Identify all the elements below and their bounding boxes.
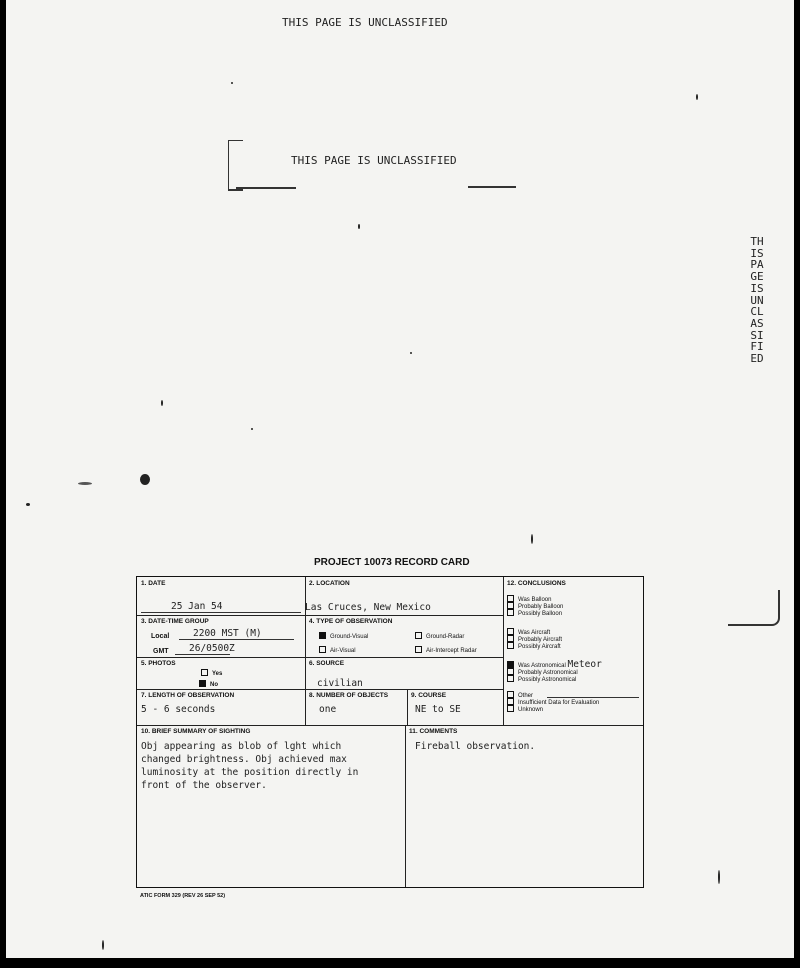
conclusion-option[interactable]: Probably Balloon: [507, 602, 563, 610]
conclusion-option[interactable]: Unknown: [507, 705, 543, 713]
divider: [137, 689, 503, 690]
scan-speck: [251, 428, 253, 430]
vertical-bracket: [728, 590, 780, 626]
checkbox-icon: [201, 669, 208, 676]
summary-line: front of the observer.: [141, 780, 267, 791]
comments-value: Fireball observation.: [415, 741, 536, 752]
scan-speck: [102, 940, 104, 950]
record-card-form: [136, 576, 644, 888]
checkbox-icon: [415, 632, 422, 639]
local-label: Local: [151, 633, 170, 640]
ground-visual-option[interactable]: Ground-Visual: [319, 632, 368, 640]
scan-speck: [410, 352, 412, 354]
checkbox-icon: [507, 675, 514, 682]
scan-speck: [78, 482, 92, 485]
divider: [405, 725, 406, 887]
checkbox-checked-icon: [507, 661, 514, 668]
datetime-group-label: 3. DATE-TIME GROUP: [141, 618, 209, 625]
handwritten-meteor-note: Meteor: [567, 659, 602, 670]
conclusion-option[interactable]: Possibly Aircraft: [507, 642, 561, 650]
scan-speck: [718, 870, 720, 884]
summary-line: luminosity at the position directly in: [141, 767, 359, 778]
number-of-objects-label: 8. NUMBER OF OBJECTS: [309, 692, 389, 699]
banner-bracket-left: [228, 140, 243, 191]
checkbox-icon: [507, 642, 514, 649]
checkbox-icon: [507, 628, 514, 635]
local-time-value: 2200 MST (M): [193, 628, 262, 639]
checkbox-icon: [507, 705, 514, 712]
scan-speck: [358, 224, 360, 229]
scan-speck: [531, 534, 533, 544]
middle-classification-banner: THIS PAGE IS UNCLASSIFIED: [291, 154, 457, 167]
scan-speck: [26, 503, 30, 506]
summary-label: 10. BRIEF SUMMARY OF SIGHTING: [141, 728, 251, 735]
conclusion-option[interactable]: Possibly Astronomical: [507, 675, 576, 683]
course-label: 9. COURSE: [411, 692, 447, 699]
photos-label: 5. PHOTOS: [141, 660, 176, 667]
scan-speck: [696, 94, 698, 100]
checkbox-icon: [507, 609, 514, 616]
banner-bracket-bottom-right: [468, 186, 516, 188]
checkbox-checked-icon: [199, 680, 206, 687]
date-value: 25 Jan 54: [171, 601, 223, 612]
air-visual-option[interactable]: Air-Visual: [319, 646, 356, 654]
scan-speck: [161, 400, 163, 406]
number-of-objects-value: one: [319, 704, 337, 715]
divider: [407, 689, 408, 725]
form-footer: ATIC FORM 329 (REV 26 SEP 52): [140, 893, 226, 899]
scan-speck: [140, 474, 150, 485]
conclusion-option[interactable]: Was Balloon: [507, 595, 551, 603]
location-value: Las Cruces, New Mexico: [305, 602, 431, 613]
conclusion-option[interactable]: Possibly Balloon: [507, 609, 562, 617]
summary-line: Obj appearing as blob of lght which: [141, 741, 342, 752]
gmt-label: GMT: [153, 648, 169, 655]
local-underline: [179, 639, 294, 640]
document-page: [6, 0, 794, 958]
divider: [137, 725, 643, 726]
scan-speck: [231, 82, 233, 84]
gmt-value: 26/0500Z: [189, 643, 235, 654]
gmt-underline: [175, 654, 230, 655]
checkbox-icon: [507, 635, 514, 642]
checkbox-icon: [507, 602, 514, 609]
checkbox-icon: [507, 595, 514, 602]
observation-type-label: 4. TYPE OF OBSERVATION: [309, 618, 393, 625]
comments-label: 11. COMMENTS: [409, 728, 458, 735]
divider: [305, 577, 306, 725]
checkbox-checked-icon: [319, 632, 326, 639]
checkbox-icon: [507, 691, 514, 698]
checkbox-icon: [507, 698, 514, 705]
length-label: 7. LENGTH OF OBSERVATION: [141, 692, 235, 699]
conclusions-label: 12. CONCLUSIONS: [507, 580, 566, 587]
source-label: 6. SOURCE: [309, 660, 345, 667]
summary-line: changed brightness. Obj achieved max: [141, 754, 347, 765]
conclusion-option[interactable]: Insufficient Data for Evaluation: [507, 698, 599, 706]
date-underline: [141, 612, 301, 613]
air-intercept-radar-option[interactable]: Air-Intercept Radar: [415, 646, 477, 654]
conclusion-option-checked[interactable]: Was Astronomical Meteor: [507, 659, 602, 670]
banner-bracket-bottom-left: [236, 187, 296, 189]
conclusion-option[interactable]: Was Aircraft: [507, 628, 550, 636]
vertical-classification-banner: THISPAGEISUNCLASSIFIED: [750, 235, 764, 366]
top-classification-banner: THIS PAGE IS UNCLASSIFIED: [282, 16, 448, 29]
length-value: 5 - 6 seconds: [141, 704, 216, 715]
source-value: civilian: [317, 678, 363, 689]
course-value: NE to SE: [415, 704, 461, 715]
ground-radar-option[interactable]: Ground-Radar: [415, 632, 464, 640]
conclusion-option[interactable]: Probably Astronomical: [507, 668, 578, 676]
checkbox-icon: [507, 668, 514, 675]
divider: [137, 657, 503, 658]
photos-no-option[interactable]: No: [199, 680, 218, 688]
divider: [503, 577, 504, 725]
conclusion-option[interactable]: Probably Aircraft: [507, 635, 562, 643]
form-title: PROJECT 10073 RECORD CARD: [314, 557, 470, 568]
date-label: 1. DATE: [141, 580, 166, 587]
location-label: 2. LOCATION: [309, 580, 350, 587]
checkbox-icon: [319, 646, 326, 653]
divider: [137, 615, 503, 616]
checkbox-icon: [415, 646, 422, 653]
photos-yes-option[interactable]: Yes: [201, 669, 222, 677]
conclusion-option[interactable]: Other: [507, 691, 533, 699]
